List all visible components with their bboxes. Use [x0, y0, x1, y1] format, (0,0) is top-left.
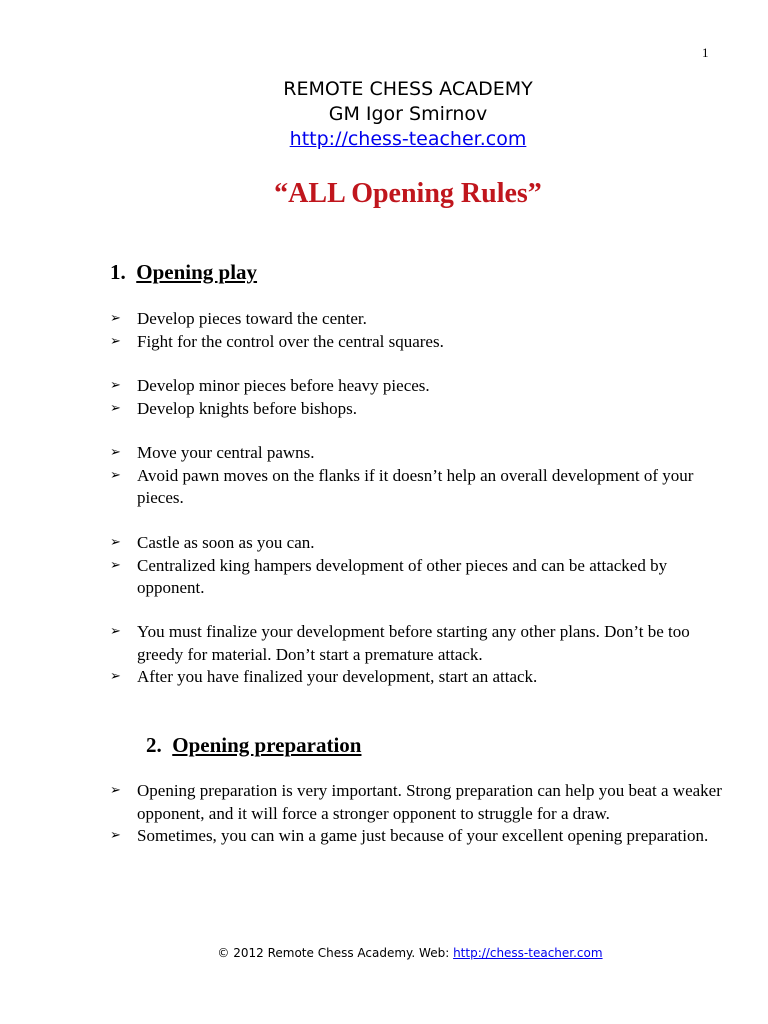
list-item: ➢ Centralized king hampers development of other pieces and can be attacked by opponent.	[110, 555, 668, 597]
arrow-bullet-icon: ➢	[110, 311, 121, 326]
list-item: ➢ Opening preparation is very important. Strong preparation can help you beat a weaker opponent, and it will force a stronger opponent to struggle for a draw.	[110, 781, 722, 823]
document-title: “ALL Opening Rules”	[274, 178, 542, 209]
arrow-bullet-icon: ➢	[110, 400, 121, 416]
arrow-bullet-icon: ➢	[110, 333, 121, 349]
author-name: GM Igor Smirnov	[328, 103, 488, 125]
section-title: Opening preparation	[172, 733, 362, 757]
list-item: ➢ Castle as soon as you can.	[110, 532, 730, 555]
bullet-group-preparation	[110, 780, 730, 848]
list-item: ➢ After you have finalized your development, start an attack.	[110, 666, 730, 689]
section-heading-opening-preparation	[146, 733, 361, 758]
bullet-group-minor-pieces	[110, 375, 730, 420]
bullet-group-develop	[110, 308, 730, 353]
section-number: 1.	[110, 260, 126, 284]
page-number: 1	[702, 45, 709, 60]
list-item: ➢ Develop minor pieces before heavy pieces.	[110, 375, 730, 398]
bullet-group-finalize	[110, 621, 730, 689]
arrow-bullet-icon: ➢	[110, 467, 121, 483]
section-number: 2.	[146, 733, 162, 757]
arrow-bullet-icon: ➢	[110, 624, 121, 639]
section-heading-opening-play	[110, 260, 257, 285]
arrow-bullet-icon: ➢	[110, 828, 121, 843]
bullet-group-pawns	[110, 442, 730, 510]
arrow-bullet-icon: ➢	[110, 783, 121, 798]
arrow-bullet-icon: ➢	[110, 669, 121, 684]
arrow-bullet-icon: ➢	[110, 445, 121, 460]
footer-website-link[interactable]: http://chess-teacher.com	[453, 946, 603, 960]
arrow-bullet-icon: ➢	[110, 378, 121, 393]
arrow-bullet-icon: ➢	[110, 535, 121, 550]
bullet-group-castle	[110, 532, 730, 600]
list-item: ➢ You must finalize your development before starting any other plans. Don’t be too greedy for material. Don’t start a premature attack.	[110, 622, 690, 664]
list-item: ➢ Develop pieces toward the center.	[110, 308, 730, 331]
list-item: ➢ Develop knights before bishops.	[110, 398, 730, 421]
list-item: ➢ Avoid pawn moves on the flanks if it doesn’t help an overall development of your pieces.	[110, 465, 694, 507]
list-item: ➢ Fight for the control over the central squares.	[110, 331, 730, 354]
section-title: Opening play	[136, 260, 258, 284]
arrow-bullet-icon: ➢	[110, 557, 121, 573]
list-item: ➢ Move your central pawns.	[110, 442, 730, 465]
footer-text: © 2012 Remote Chess Academy. Web:	[217, 946, 454, 960]
document-footer	[0, 946, 768, 960]
document-header	[0, 77, 768, 152]
website-link[interactable]: http://chess-teacher.com	[289, 128, 527, 150]
academy-name: REMOTE CHESS ACADEMY	[283, 78, 533, 100]
list-item: ➢ Sometimes, you can win a game just because of your excellent opening preparation.	[110, 825, 730, 848]
